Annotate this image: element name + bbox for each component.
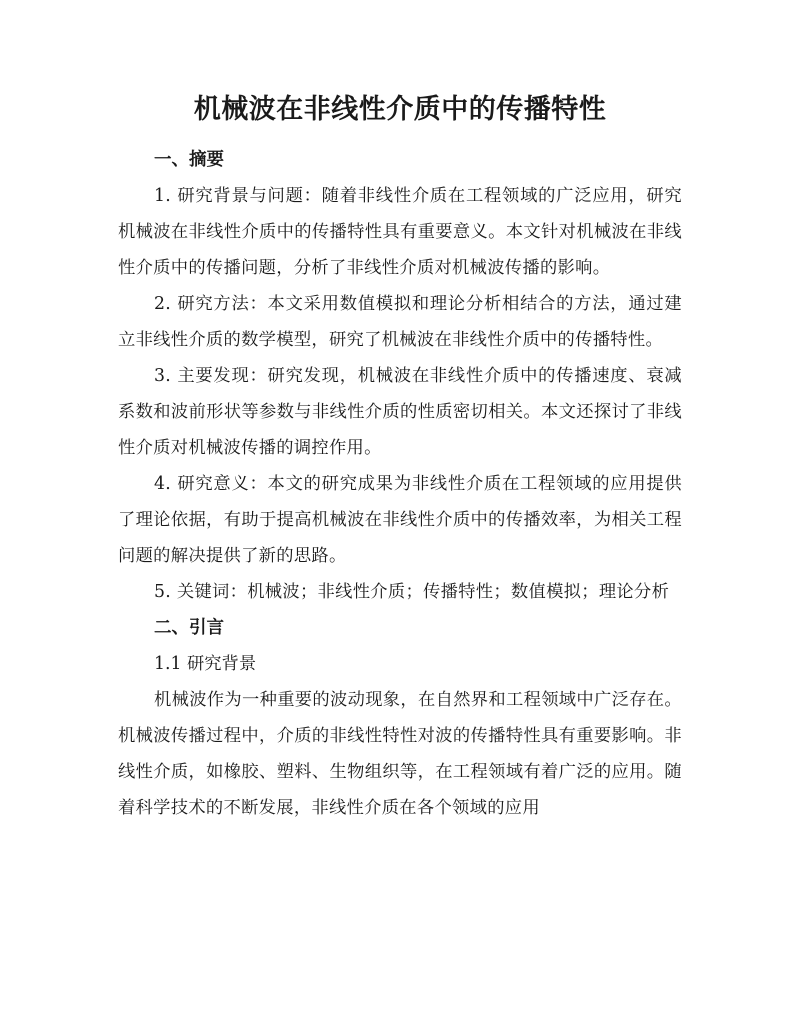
document-page: [118, 88, 682, 826]
intro-subheading: 1.1 研究背景: [154, 654, 257, 674]
abstract-heading: 一、摘要: [154, 150, 224, 170]
abstract-item-findings: 3. 主要发现：研究发现，机械波在非线性介质中的传播速度、衰减系数和波前形状等参数与非线性介质的性质密切相关。本文还探讨了非线性介质对机械波传播的调控作用。: [118, 366, 682, 458]
abstract-item-methods: 2. 研究方法：本文采用数值模拟和理论分析相结合的方法，通过建立非线性介质的数学模型，研究了机械波在非线性介质中的传播特性。: [118, 294, 682, 350]
abstract-item-significance: 4. 研究意义：本文的研究成果为非线性介质在工程领域的应用提供了理论依据，有助于提高机械波在非线性介质中的传播效率，为相关工程问题的解决提供了新的思路。: [118, 474, 682, 566]
document-title: 机械波在非线性介质中的传播特性: [193, 94, 607, 125]
intro-paragraph: 机械波作为一种重要的波动现象，在自然界和工程领域中广泛存在。机械波传播过程中，介质的非线性特性对波的传播特性具有重要影响。非线性介质，如橡胶、塑料、生物组织等，在工程领域有着广泛的应用。随着科学技术的不断发展，非线性介质在各个领域的应用: [118, 690, 682, 818]
intro-heading: 二、引言: [154, 618, 224, 638]
abstract-item-background: 1. 研究背景与问题：随着非线性介质在工程领域的广泛应用，研究机械波在非线性介质中的传播特性具有重要意义。本文针对机械波在非线性介质中的传播问题，分析了非线性介质对机械波传播的影响。: [118, 186, 682, 278]
abstract-item-keywords: 5. 关键词：机械波；非线性介质；传播特性；数值模拟；理论分析: [154, 582, 670, 602]
